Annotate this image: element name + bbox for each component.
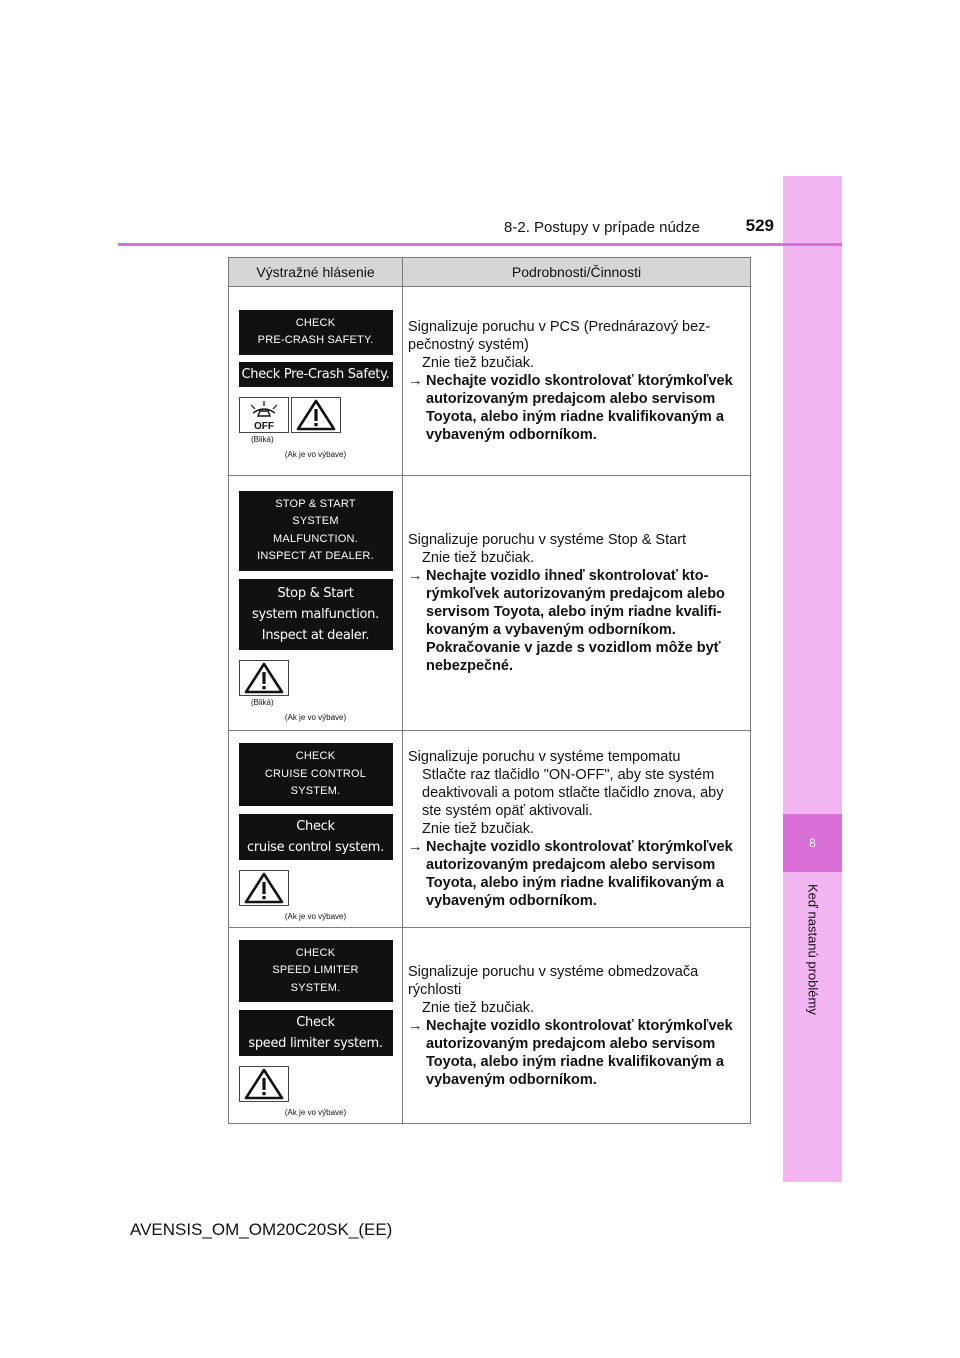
message-line: INSPECT AT DEALER. [257, 550, 374, 562]
warning-message-text [239, 743, 393, 806]
warning-message-display [239, 579, 393, 650]
extra-note: Znie tiež bzučiak. [422, 550, 535, 566]
warning-message-display [239, 814, 393, 860]
arrow-icon: → [408, 568, 423, 584]
message-line: CRUISE CONTROL [264, 767, 367, 780]
warning-cell [229, 287, 403, 476]
action-text: Nechajte vozidlo skontrolovať ktorýmkoľvek autorizovaným predajcom alebo servisom Toyota, alebo iným riadne kvalifikovaným a vybaveným odborníkom. [426, 839, 733, 909]
chapter-side-tab [783, 176, 842, 1182]
page-number: 529 [745, 216, 774, 235]
message-line: CHECK [295, 750, 336, 763]
extra-note: Znie tiež bzučiak. [422, 821, 535, 837]
action-instruction [408, 838, 744, 910]
column-header-warning: Výstražné hlásenie [229, 258, 403, 287]
message-line: PRE-CRASH SAFETY. [257, 334, 374, 346]
details-cell [403, 731, 751, 928]
message-line: SYSTEM. [290, 785, 341, 798]
description: Signalizuje poruchu v systéme Stop & Start [408, 532, 687, 548]
message-line: Check [296, 818, 335, 834]
warning-message-display [239, 1010, 393, 1056]
message-line: Stop & Start [277, 585, 354, 601]
availability-note: (Ak je vo výbave) [284, 449, 347, 459]
section-title: 8-2. Postupy v prípade núdze [504, 219, 700, 236]
extra-note: Znie tiež bzučiak. [422, 999, 535, 1016]
action-instruction [408, 372, 744, 444]
warning-table [228, 257, 751, 1124]
chapter-title: Keď nastanú problémy [805, 884, 821, 1015]
arrow-icon: → [408, 373, 423, 389]
details-cell [403, 287, 751, 476]
warning-triangle-icon [239, 1066, 289, 1102]
chapter-number: 8 [783, 814, 842, 872]
message-line: cruise control system. [247, 839, 384, 855]
details-cell [403, 928, 751, 1124]
message-line: Check Pre-Crash Safety. [241, 366, 390, 382]
message-line: SYSTEM. [290, 981, 341, 994]
message-line: CHECK [295, 946, 336, 959]
message-line: Check [296, 1015, 335, 1031]
action-instruction [408, 567, 744, 675]
message-line: CHECK [295, 316, 336, 329]
message-line: STOP & START [275, 497, 356, 510]
indicator-icons [239, 1066, 402, 1102]
warning-cell [229, 928, 403, 1124]
warning-message-text [239, 940, 393, 1003]
action-text: Nechajte vozidlo skontrolovať ktorýmkoľvek autorizovaným predajcom alebo servisom Toyota, alebo iným riadne kvalifikovaným a vybaveným odborníkom. [426, 1017, 733, 1088]
pcs-off-label: OFF [254, 420, 274, 431]
warning-cell [229, 731, 403, 928]
message-line: SPEED LIMITER [272, 964, 359, 977]
message-line: system malfunction. [252, 606, 379, 622]
chapter-title-box [795, 884, 831, 1174]
blinking-note: (Bliká) [251, 697, 274, 707]
action-text: Nechajte vozidlo ihneď skontrolovať kto-rýmkoľvek autorizovaným predajcom alebo servisom Toyota, alebo iným riadne kvalifi-kovaným a vybaveným odborníkom. Pokračovanie v jazde s vozidlom môže byť nebezpečné. [426, 568, 725, 674]
indicator-icons [239, 660, 402, 696]
extra-note: Znie tiež bzučiak. [422, 355, 535, 371]
availability-note: (Ak je vo výbave) [284, 712, 347, 722]
message-line: SYSTEM [292, 515, 339, 527]
message-line: MALFUNCTION. [273, 532, 358, 545]
pcs-off-icon [239, 397, 289, 433]
action-text: Nechajte vozidlo skontrolovať ktorýmkoľvek autorizovaným predajcom alebo servisom Toyota, alebo iným riadne kvalifikovaným a vybaveným odborníkom. [426, 373, 733, 443]
arrow-icon: → [408, 1017, 423, 1034]
availability-note: (Ak je vo výbave) [284, 1108, 347, 1118]
column-header-details: Podrobnosti/Činnosti [403, 258, 751, 287]
indicator-icons [239, 397, 402, 433]
document-code: AVENSIS_OM_OM20C20SK_(EE) [130, 1220, 393, 1239]
indicator-icons [239, 870, 402, 906]
description: Signalizuje poruchu v systéme obmedzovača rýchlosti [408, 963, 699, 998]
warning-message-text [239, 310, 393, 355]
table-row [229, 731, 751, 928]
message-line: Inspect at dealer. [261, 627, 370, 643]
warning-cell [229, 476, 403, 731]
blinking-note: (Bliká) [251, 434, 274, 444]
warning-triangle-icon [239, 870, 289, 906]
details-cell [403, 476, 751, 731]
table-row [229, 287, 751, 476]
warning-message-display [239, 362, 393, 387]
header-rule [118, 243, 842, 246]
description: Signalizuje poruchu v systéme tempomatu [408, 749, 681, 765]
table-row [229, 476, 751, 731]
warning-triangle-icon [291, 397, 341, 433]
description: Signalizuje poruchu v PCS (Prednárazový bez-pečnostný systém) [408, 319, 711, 353]
warning-triangle-icon [239, 660, 289, 696]
extra-note: Stlačte raz tlačidlo "ON-OFF", aby ste systém deaktivovali a potom stlačte tlačidlo znova, aby ste systém opäť aktivovali. [422, 767, 724, 819]
availability-note: (Ak je vo výbave) [284, 911, 347, 921]
action-instruction [408, 1017, 744, 1089]
table-row [229, 928, 751, 1124]
message-line: speed limiter system. [248, 1036, 383, 1052]
warning-message-text [239, 491, 393, 571]
arrow-icon: → [408, 839, 423, 855]
